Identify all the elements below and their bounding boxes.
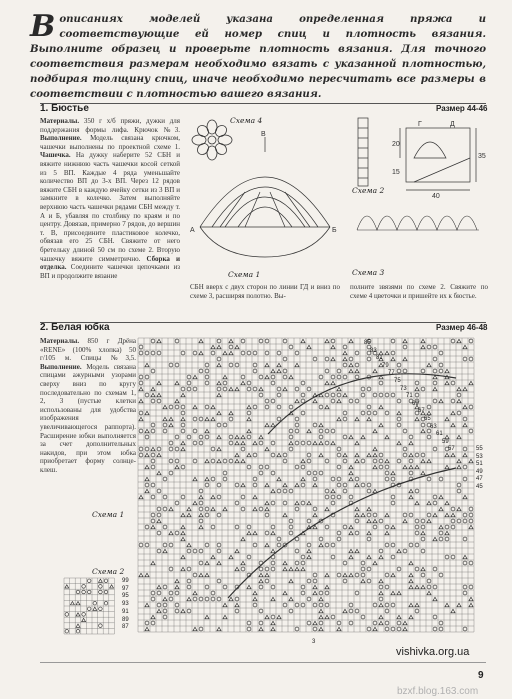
row-number-47: 47 — [476, 476, 483, 483]
scheme3-caption: Схема 3 — [352, 268, 385, 277]
intro-dropcap: В — [30, 9, 56, 44]
section1-rule — [40, 103, 486, 104]
skirt-scheme2-caption: Схема 2 — [92, 567, 125, 576]
section1-text — [40, 117, 180, 303]
small-row-number-87: 87 — [122, 624, 129, 631]
small-row-number-89: 89 — [122, 616, 129, 623]
small-row-number-93: 93 — [122, 601, 129, 608]
row-number-45: 45 — [476, 484, 483, 490]
dim-35: 35 — [478, 153, 486, 160]
materials-label: Материалы. — [40, 117, 80, 125]
skirt-materials-text: 850 г Дрёна «RENE» (100% хлопка) 50 г/105 м. Спицы №3,5. — [40, 337, 136, 363]
section2-title: 2. Белая юбка — [40, 322, 110, 333]
chart-bottom-mark: 3 — [312, 639, 316, 645]
section1-title: 1. Бюстье — [40, 103, 89, 114]
section2-text — [40, 337, 136, 487]
cup-point-a: A — [190, 227, 195, 234]
dim-15: 15 — [392, 169, 400, 176]
footer-site: vishivka.org.ua — [396, 646, 470, 658]
row-number-75: 75 — [394, 378, 401, 384]
process-label: Выполнение. — [40, 134, 82, 143]
dim-20: 20 — [392, 141, 400, 148]
cup-text: На дужку наберите 52 СБН и вяжите нижнюю часть чашечки косой сеткой из 5 ВП. Каждые 4 ряда уменьшайте количество ВП до 3-х ВП. Через 12 рядов вяжите СБН в каждую ячейку сетки из 3 ВП и замкните в колечко. Затем выполняйте верхнюю часть чашечки рядами СБН между т. А и Б, убавляя по столбику по краям и по центру. Довязав, примерно 7 рядов, до вершин т. В, присоедините пластиковое колечко, обвязав его 25 СБН. Свяжите от него бретельку длиной 50 см по схеме 2. Вторую чашечку вяжите симметрично. — [40, 151, 180, 263]
row-number-57: 57 — [448, 446, 455, 453]
section1-mid-text: СБН вверх с двух сторон по линии ГД и вниз по схеме 3, расширяя полотно. Вы- — [190, 283, 340, 300]
row-number-59: 59 — [442, 438, 449, 445]
row-number-53: 53 — [476, 453, 483, 460]
row-number-71: 71 — [406, 393, 413, 400]
section1-size: Размер 44-46 — [436, 104, 488, 113]
row-number-77: 77 — [388, 370, 395, 377]
cup-point-b: Б — [332, 227, 337, 234]
row-number-81: 81 — [376, 355, 383, 362]
row-number-85: 85 — [364, 340, 371, 346]
skirt-process-text: Модель связана спицами ажурными узорами сверху вниз по кругу последовательно по схемам 1, 2, 3 (пустые клетки использованы для удобства изображения увеличивающегося раппорта). Расширение юбки выполняется за счет дополнительных накидов, при этом юбка приобретает форму солнце-клеш. — [40, 362, 136, 474]
footer-rule — [40, 662, 486, 663]
skirt-scheme1-caption: Схема 1 — [92, 510, 125, 519]
row-number-83: 83 — [370, 347, 377, 354]
skirt-knitting-chart — [138, 338, 474, 634]
row-number-67: 67 — [418, 408, 425, 415]
point-g: Г — [418, 121, 422, 128]
small-row-number-97: 97 — [122, 585, 129, 592]
assembly-text: Соедините чашечки цепочками из ВП и продолжите вязание — [40, 263, 180, 280]
intro-paragraph — [30, 9, 486, 102]
scheme2-caption: Схема 2 — [352, 186, 385, 195]
row-number-79: 79 — [382, 362, 389, 369]
cup-label: Чашечка. — [40, 151, 71, 160]
footer-blog: bzxf.blog.163.com — [397, 686, 479, 697]
bustier-pattern-sketch — [392, 118, 488, 200]
page-number: 9 — [478, 670, 484, 681]
row-number-55: 55 — [476, 446, 483, 452]
row-number-49: 49 — [476, 468, 483, 475]
row-number-63: 63 — [430, 423, 437, 430]
section1-right-text: полните звязями по схеме 2. Свяжите по схеме 4 цветочки и пришейте их к бюстье. — [350, 283, 488, 300]
process-text: Модель связана крючком, чашечки выполнены по проектной схеме 1. — [40, 134, 180, 151]
materials-text: 350 г х/б пряжи, дужки для поддержания формы лифа. Крючок №3. — [40, 117, 180, 134]
small-row-number-95: 95 — [122, 593, 129, 600]
row-number-61: 61 — [436, 431, 443, 438]
section2-size: Размер 46-48 — [436, 323, 488, 332]
edging-scheme-diagram — [355, 200, 485, 234]
row-number-65: 65 — [424, 416, 431, 422]
row-number-73: 73 — [400, 385, 407, 392]
skirt-process-label: Выполнение. — [40, 362, 82, 371]
small-row-number-99: 99 — [122, 578, 129, 584]
point-d: Д — [450, 121, 455, 128]
scheme1-caption: Схема 1 — [228, 270, 261, 279]
small-row-number-91: 91 — [122, 608, 129, 615]
skirt-materials-label: Материалы. — [40, 337, 80, 345]
strap-scheme-diagram — [352, 118, 376, 188]
cup-scheme-diagram — [190, 132, 340, 262]
intro-text: описаниях моделей указана определенная пряжа и соответствующие ей номер спиц и плотность вязания. Выполните образец и проверьте плотность вязания. Для точного соответствия размерам необходимо вязать с указанной плотностью, подбирая толщину спиц, иначе необходимо пересчитать все размеры в соответствии с плотностью вашего вязания. — [30, 13, 486, 100]
skirt-small-chart — [64, 578, 120, 636]
cup-point-v: В — [261, 131, 266, 138]
scheme4-caption: Схема 4 — [230, 116, 263, 125]
row-number-69: 69 — [412, 400, 419, 407]
assembly-label: Сборка и отделка. — [40, 254, 180, 272]
dim-40: 40 — [432, 193, 440, 200]
row-number-51: 51 — [476, 461, 483, 468]
